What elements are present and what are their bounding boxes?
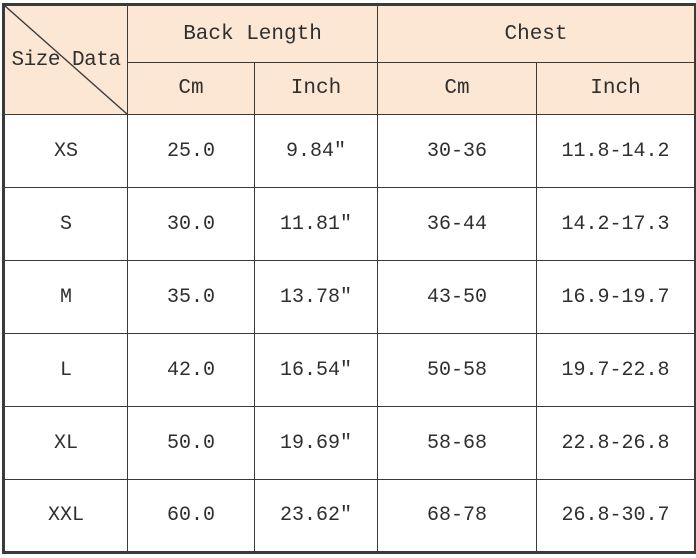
corner-label: Size Data — [11, 48, 121, 72]
table-row-xs — [4, 115, 696, 188]
back-inch-value: 23.62″ — [255, 480, 378, 553]
back-inch-value: 11.81″ — [255, 188, 378, 261]
back-cm-value: 30.0 — [128, 188, 255, 261]
chest-cm-value: 68-78 — [378, 480, 537, 553]
chest-cm-value: 43-50 — [378, 261, 537, 334]
table-row-m — [4, 261, 696, 334]
chest-inch-value: 16.9-19.7 — [537, 261, 696, 334]
chest-inch-value: 22.8-26.8 — [537, 407, 696, 480]
size-label: S — [4, 188, 128, 261]
back-cm-value: 25.0 — [128, 115, 255, 188]
table-row-xl — [4, 407, 696, 480]
back-cm-value: 60.0 — [128, 480, 255, 553]
back-cm-value: 35.0 — [128, 261, 255, 334]
back-inch-value: 13.78″ — [255, 261, 378, 334]
subheader-chest-cm: Cm — [378, 63, 537, 115]
column-group-chest: Chest — [378, 5, 696, 63]
chest-inch-value: 14.2-17.3 — [537, 188, 696, 261]
chest-cm-value: 30-36 — [378, 115, 537, 188]
chest-inch-value: 11.8-14.2 — [537, 115, 696, 188]
subheader-chest-inch: Inch — [537, 63, 696, 115]
size-label: XXL — [4, 480, 128, 553]
chest-cm-value: 36-44 — [378, 188, 537, 261]
back-cm-value: 50.0 — [128, 407, 255, 480]
size-label: XL — [4, 407, 128, 480]
subheader-back-cm: Cm — [128, 63, 255, 115]
size-label: M — [4, 261, 128, 334]
table-row-s — [4, 188, 696, 261]
chest-inch-value: 19.7-22.8 — [537, 334, 696, 407]
back-inch-value: 9.84″ — [255, 115, 378, 188]
table-row-xxl — [4, 480, 696, 553]
chest-inch-value: 26.8-30.7 — [537, 480, 696, 553]
back-cm-value: 42.0 — [128, 334, 255, 407]
table-row-l — [4, 334, 696, 407]
header-group-row — [4, 5, 696, 63]
back-inch-value: 19.69″ — [255, 407, 378, 480]
corner-cell-size-data — [4, 5, 128, 115]
size-label: XS — [4, 115, 128, 188]
back-inch-value: 16.54″ — [255, 334, 378, 407]
chest-cm-value: 50-58 — [378, 334, 537, 407]
size-label: L — [4, 334, 128, 407]
size-chart-table — [2, 3, 696, 554]
chest-cm-value: 58-68 — [378, 407, 537, 480]
subheader-back-inch: Inch — [255, 63, 378, 115]
column-group-back-length: Back Length — [128, 5, 378, 63]
